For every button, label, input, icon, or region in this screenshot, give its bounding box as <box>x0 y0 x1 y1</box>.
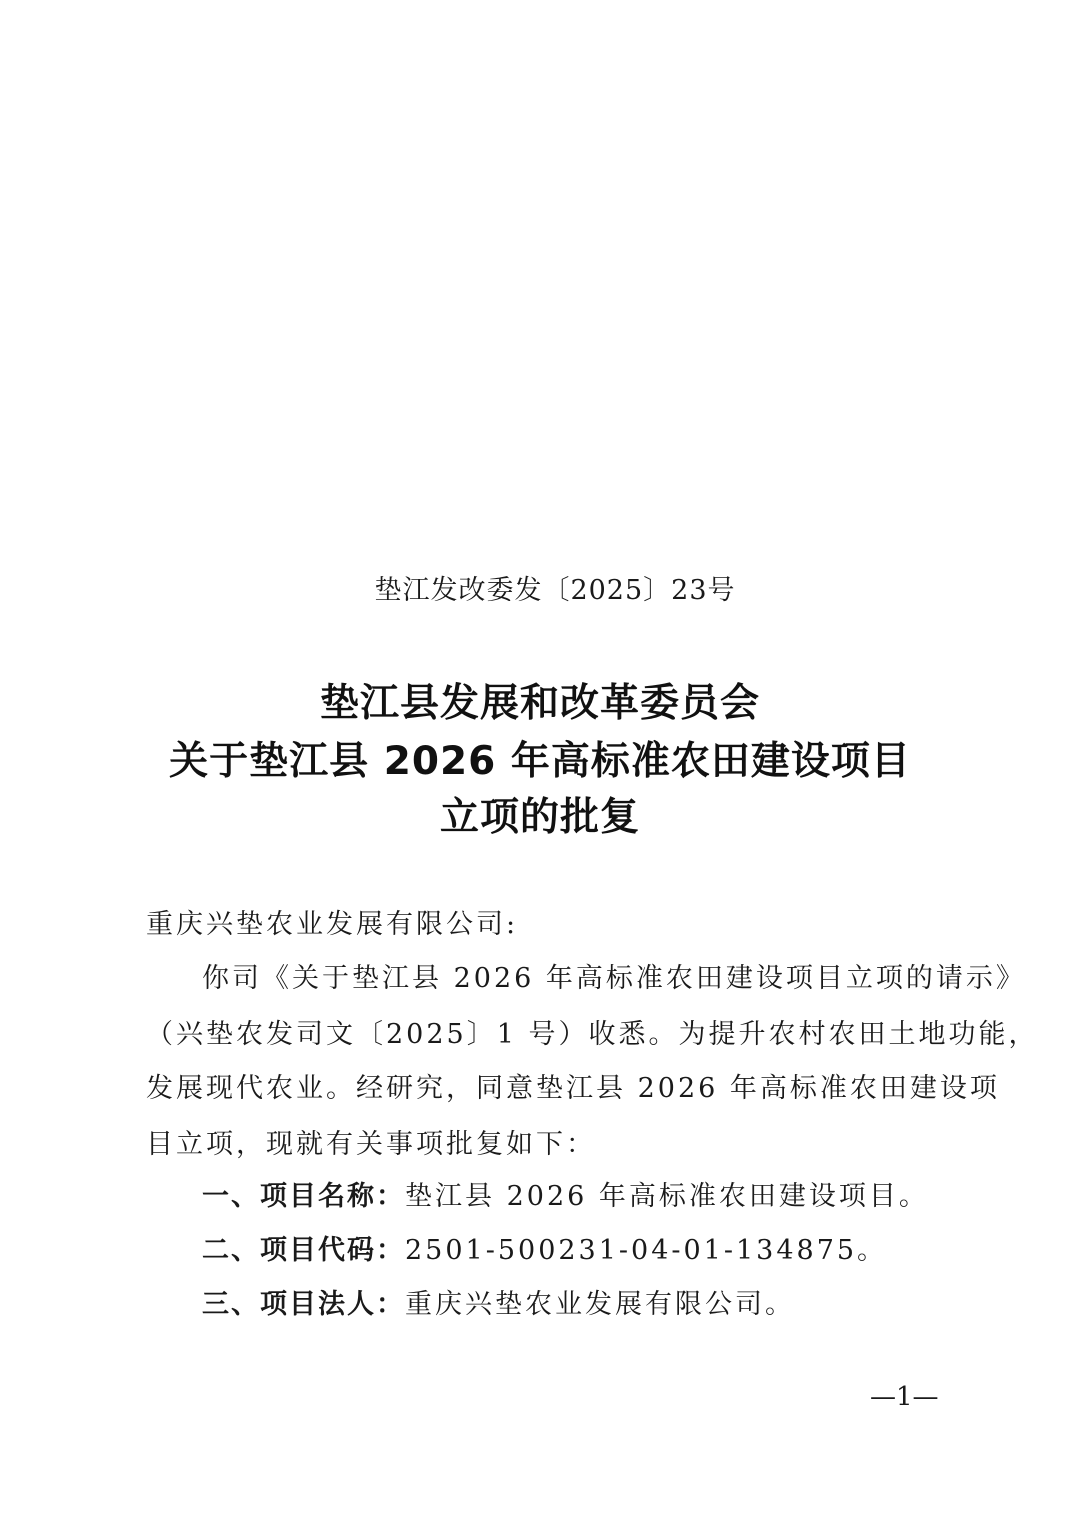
document-title-line-1: 垫江县发展和改革委员会 <box>319 681 760 726</box>
document-title-line-3: 立项的批复 <box>439 795 640 840</box>
item-label: 二、项目代码： <box>202 1235 405 1266</box>
item-label: 三、项目法人： <box>202 1289 405 1320</box>
paragraph-line-1: 你司《关于垫江县 2026 年高标准农田建设项目立项的请示》 <box>202 963 1026 994</box>
paragraph-line-3: 发展现代农业。经研究，同意垫江县 2026 年高标准农田建设项 <box>146 1073 1000 1104</box>
document-title-line-2: 关于垫江县 2026 年高标准农田建设项目 <box>169 739 911 784</box>
paragraph-line-4: 目立项，现就有关事项批复如下： <box>146 1129 596 1160</box>
item-label: 一、项目名称： <box>202 1181 405 1212</box>
item-project-name <box>202 1174 929 1213</box>
paragraph-line-2: （兴垫农发司文〔2025〕1 号）收悉。为提升农村农田土地功能， <box>146 1019 1039 1050</box>
item-project-code <box>202 1228 887 1267</box>
item-value: 垫江县 2026 年高标准农田建设项目。 <box>405 1181 929 1212</box>
salutation: 重庆兴垫农业发展有限公司: <box>146 909 519 940</box>
item-value: 2501-500231-04-01-134875。 <box>405 1235 888 1266</box>
item-project-legal-person <box>202 1282 795 1321</box>
page-number: —1— <box>870 1382 939 1412</box>
document-number: 垫江发改委发〔2025〕23号 <box>374 575 736 606</box>
item-value: 重庆兴垫农业发展有限公司。 <box>405 1289 795 1320</box>
